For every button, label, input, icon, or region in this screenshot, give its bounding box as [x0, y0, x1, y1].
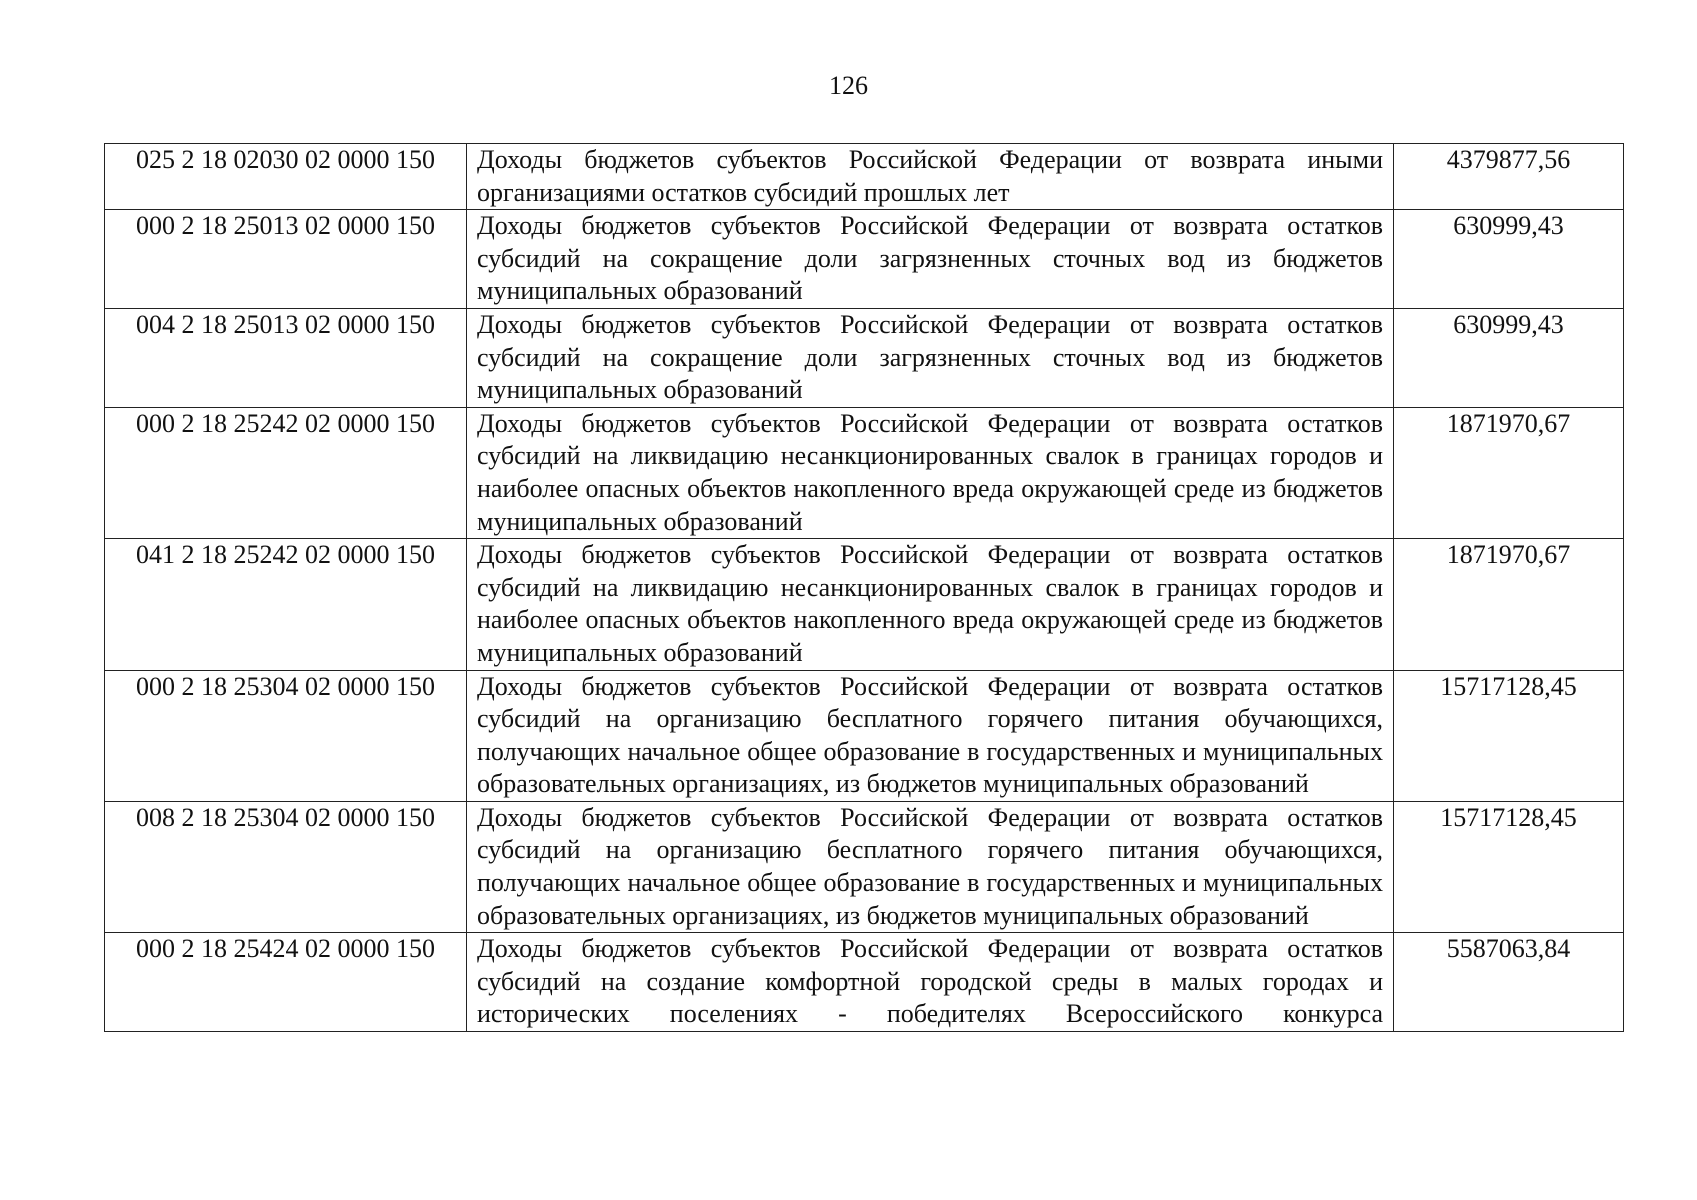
- description-cell: Доходы бюджетов субъектов Российской Федерации от возврата остатков субсидий на ликвидацию несанкционированных свалок в границах городов и наиболее опасных объектов накопленного вреда окружающей среде из бюджетов муниципальных образований: [467, 407, 1394, 538]
- amount-cell: 630999,43: [1394, 210, 1624, 309]
- budget-revenue-table: [104, 143, 1624, 1032]
- table-row: [105, 801, 1624, 932]
- description-cell: Доходы бюджетов субъектов Российской Федерации от возврата остатков субсидий на создание комфортной городской среды в малых городах и исторических поселениях - победителях Всероссийского конкурса: [467, 933, 1394, 1032]
- table-row: [105, 144, 1624, 210]
- amount-cell: 5587063,84: [1394, 933, 1624, 1032]
- description-cell: Доходы бюджетов субъектов Российской Федерации от возврата иными организациями остатков субсидий прошлых лет: [467, 144, 1394, 210]
- description-cell: Доходы бюджетов субъектов Российской Федерации от возврата остатков субсидий на ликвидацию несанкционированных свалок в границах городов и наиболее опасных объектов накопленного вреда окружающей среде из бюджетов муниципальных образований: [467, 539, 1394, 670]
- table-row: [105, 308, 1624, 407]
- description-cell: Доходы бюджетов субъектов Российской Федерации от возврата остатков субсидий на сокращение доли загрязненных сточных вод из бюджетов муниципальных образований: [467, 210, 1394, 309]
- budget-code-cell: 000 2 18 25304 02 0000 150: [105, 670, 467, 801]
- amount-cell: 1871970,67: [1394, 407, 1624, 538]
- budget-code-cell: 000 2 18 25424 02 0000 150: [105, 933, 467, 1032]
- amount-cell: 15717128,45: [1394, 801, 1624, 932]
- budget-code-cell: 004 2 18 25013 02 0000 150: [105, 308, 467, 407]
- budget-code-cell: 025 2 18 02030 02 0000 150: [105, 144, 467, 210]
- amount-cell: 630999,43: [1394, 308, 1624, 407]
- amount-cell: 1871970,67: [1394, 539, 1624, 670]
- budget-code-cell: 041 2 18 25242 02 0000 150: [105, 539, 467, 670]
- table-row: [105, 933, 1624, 1032]
- budget-code-cell: 000 2 18 25242 02 0000 150: [105, 407, 467, 538]
- budget-code-cell: 008 2 18 25304 02 0000 150: [105, 801, 467, 932]
- budget-code-cell: 000 2 18 25013 02 0000 150: [105, 210, 467, 309]
- description-cell: Доходы бюджетов субъектов Российской Федерации от возврата остатков субсидий на организацию бесплатного горячего питания обучающихся, получающих начальное общее образование в государственных и муниципальных образовательных организациях, из бюджетов муниципальных образований: [467, 670, 1394, 801]
- table-row: [105, 407, 1624, 538]
- table-row: [105, 210, 1624, 309]
- description-cell: Доходы бюджетов субъектов Российской Федерации от возврата остатков субсидий на сокращение доли загрязненных сточных вод из бюджетов муниципальных образований: [467, 308, 1394, 407]
- page-number: 126: [829, 71, 868, 100]
- table-row: [105, 670, 1624, 801]
- table-row: [105, 539, 1624, 670]
- amount-cell: 15717128,45: [1394, 670, 1624, 801]
- amount-cell: 4379877,56: [1394, 144, 1624, 210]
- description-cell: Доходы бюджетов субъектов Российской Федерации от возврата остатков субсидий на организацию бесплатного горячего питания обучающихся, получающих начальное общее образование в государственных и муниципальных образовательных организациях, из бюджетов муниципальных образований: [467, 801, 1394, 932]
